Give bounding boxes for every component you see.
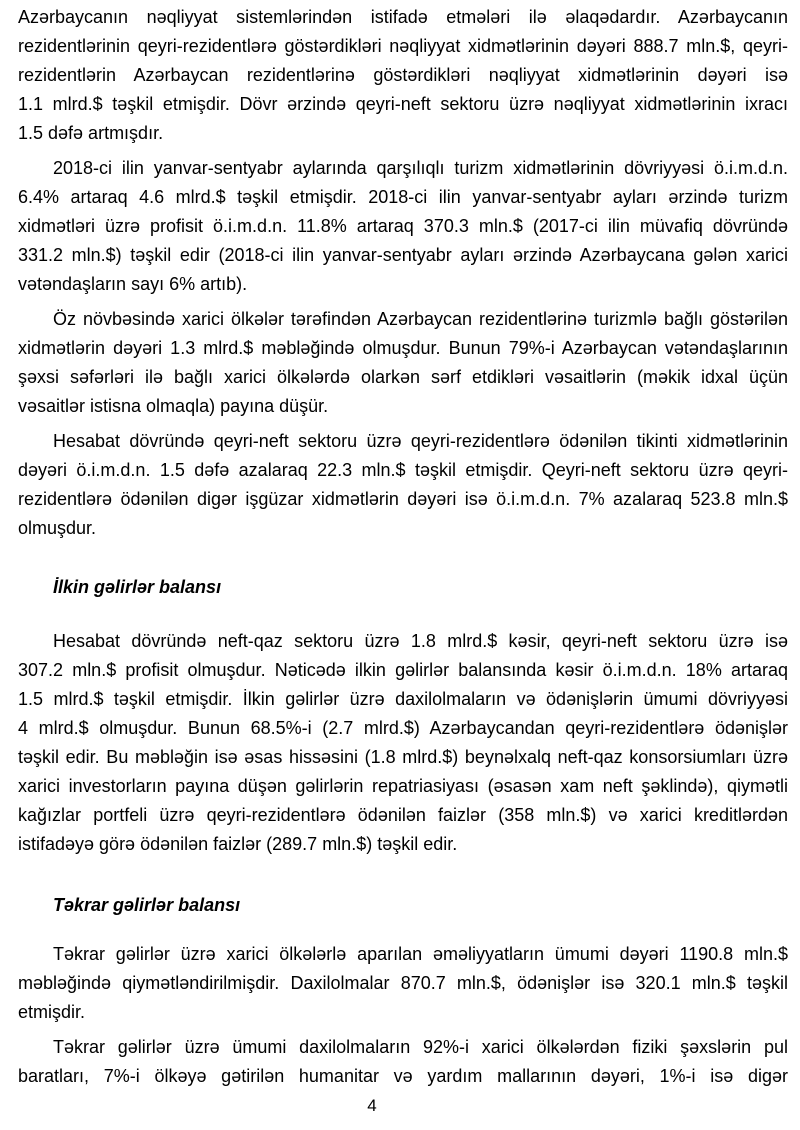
section-heading: İlkin gəlirlər balansı	[53, 577, 222, 597]
body-line: rezidentlərinin qeyri-rezidentlərə göstərdikləri nəqliyyat xidmətlərinin dəyəri 888.7 mln.$, qeyri-	[18, 36, 788, 56]
body-line: Təkrar gəlirlər üzrə ümumi daxilolmaların 92%-i xarici ölkələrdən fiziki şəxslərin pul	[53, 1037, 788, 1057]
body-line: məbləğində qiymətləndirilmişdir. Daxilolmalar 870.7 mln.$, ödənişlər isə 320.1 mln.$ təşkil	[18, 973, 788, 993]
body-line: 1.5 mlrd.$ təşkil etmişdir. İlkin gəlirlər üzrə daxilolmaların və ödənişlərin ümumi dövriyyəsi	[18, 689, 788, 709]
body-line: vətəndaşların sayı 6% artıb).	[18, 274, 248, 294]
paragraph	[18, 1033, 788, 1091]
body-line: şəxsi səfərləri ilə bağlı xarici ölkələrdə olarkən sərf etdikləri vəsaitlərin (məkik idxal üçün	[18, 367, 788, 387]
body-line: kağızlar portfeli üzrə qeyri-rezidentlərə ödənilən faizlər (358 mln.$) və xarici kreditlərdən	[18, 805, 788, 825]
body-line: etmişdir.	[18, 1002, 86, 1022]
body-line: Öz növbəsində xarici ölkələr tərəfindən Azərbaycan rezidentlərinə turizmlə bağlı göstərilən	[53, 309, 788, 329]
paragraph	[18, 305, 788, 421]
section-heading: Təkrar gəlirlər balansı	[53, 895, 241, 915]
body-line: 1.1 mlrd.$ təşkil etmişdir. Dövr ərzində qeyri-neft sektoru üzrə nəqliyyat xidmətlərinin ixracı	[18, 94, 788, 114]
body-line: xidmətləri üzrə profisit ö.i.m.d.n. 11.8% artaraq 370.3 mln.$ (2017-ci ilin müvafiq dövründə	[18, 216, 788, 236]
body-line: təşkil edir. Bu məbləğin isə əsas hissəsini (1.8 mlrd.$) beynəlxalq neft-qaz konsorsiumları üzrə	[18, 747, 788, 767]
body-line: baratları, 7%-i ölkəyə gətirilən humanitar və yardım mallarının dəyəri, 1%-i isə digər	[18, 1066, 788, 1086]
body-line: Hesabat dövründə neft-qaz sektoru üzrə 1.8 mlrd.$ kəsir, qeyri-neft sektoru üzrə isə	[53, 631, 788, 651]
body-line: vəsaitlər istisna olmaqla) payına düşür.	[18, 396, 329, 416]
body-line: istifadəyə görə ödənilən faizlər (289.7 mln.$) təşkil edir.	[18, 834, 458, 854]
paragraph	[18, 427, 788, 543]
paragraph	[18, 627, 788, 859]
body-line: xarici investorların payına düşən gəlirlərin repatriasiyası (əsasən xam neft şəklində), qiymətli	[18, 776, 788, 796]
body-line: Təkrar gəlirlər üzrə xarici ölkələrlə aparılan əməliyyatların ümumi dəyəri 1190.8 mln.$	[53, 944, 788, 964]
body-line: xidmətlərin dəyəri 1.3 mlrd.$ məbləğində olmuşdur. Bunun 79%-i Azərbaycan vətəndaşlarının	[18, 338, 788, 358]
body-line: 307.2 mln.$ profisit olmuşdur. Nəticədə ilkin gəlirlər balansında kəsir ö.i.m.d.n. 18% artaraq	[18, 660, 788, 680]
paragraph	[18, 154, 788, 299]
body-line: 4 mlrd.$ olmuşdur. Bunun 68.5%-i (2.7 mlrd.$) Azərbaycandan qeyri-rezidentlərə ödənişlər	[18, 718, 788, 738]
body-line: olmuşdur.	[18, 518, 97, 538]
paragraph	[18, 940, 788, 1027]
body-line: dəyəri ö.i.m.d.n. 1.5 dəfə azalaraq 22.3 mln.$ təşkil etmişdir. Qeyri-neft sektoru üzrə qeyri-	[18, 460, 788, 480]
body-line: 2018-ci ilin yanvar-sentyabr aylarında qarşılıqlı turizm xidmətlərinin dövriyyəsi ö.i.m.d.n.	[53, 158, 788, 178]
body-line: rezidentlərin Azərbaycan rezidentlərinə göstərdikləri nəqliyyat xidmətlərinin dəyəri isə	[18, 65, 788, 85]
body-line: Azərbaycanın nəqliyyat sistemlərindən istifadə etmələri ilə əlaqədardır. Azərbaycanın	[18, 7, 788, 27]
body-line: rezidentlərə ödənilən digər işgüzar xidmətlərin dəyəri isə ö.i.m.d.n. 7% azalaraq 523.8 mln.$	[18, 489, 788, 509]
body-line: 6.4% artaraq 4.6 mlrd.$ təşkil etmişdir. 2018-ci ilin yanvar-sentyabr ayları ərzində turizm	[18, 187, 788, 207]
body-line: 1.5 dəfə artmışdır.	[18, 123, 164, 143]
body-line: Hesabat dövründə qeyri-neft sektoru üzrə qeyri-rezidentlərə ödənilən tikinti xidmətlərinin	[53, 431, 788, 451]
page-number: 4	[367, 1096, 377, 1115]
paragraph	[18, 3, 788, 148]
body-line: 331.2 mln.$) təşkil edir (2018-ci ilin yanvar-sentyabr ayları ərzində Azərbaycana gələn xarici	[18, 245, 788, 265]
